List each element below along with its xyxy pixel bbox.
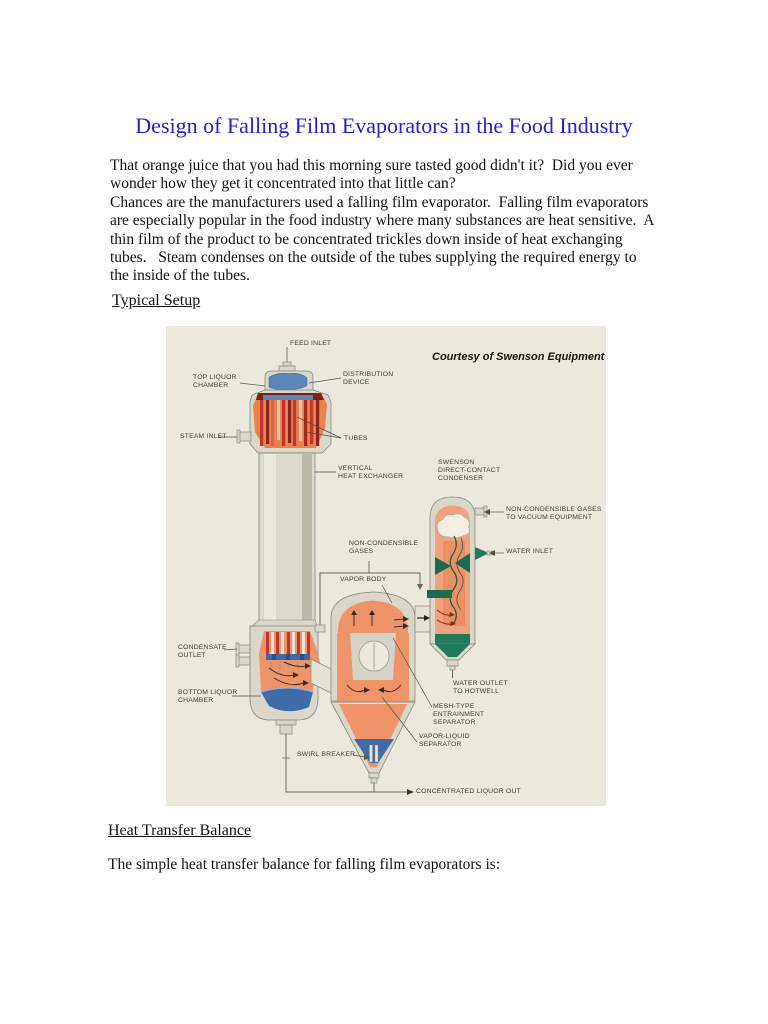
label-vapor-liquid-separator: VAPOR-LIQUID SEPARATOR — [419, 733, 470, 748]
section-heading-typical-setup: Typical Setup — [112, 292, 201, 309]
evaporator-diagram-art — [166, 326, 606, 806]
intro-line: thin film of the product to be concentrated trickles down inside of heat exchanging — [110, 230, 623, 248]
page-title: Design of Falling Film Evaporators in the Food Industry — [135, 113, 633, 138]
label-swirl-breaker: SWIRL BREAKER — [297, 751, 356, 758]
steam-inlet-nozzle — [237, 430, 251, 443]
condenser-duct-art — [415, 606, 430, 632]
figure-credit: Courtesy of Swenson Equipment — [432, 351, 605, 363]
heat-exchanger-column-art — [259, 453, 315, 626]
label-steam-inlet: STEAM INLET — [180, 433, 227, 440]
label-distribution-device: DISTRIBUTION DEVICE — [343, 371, 394, 386]
intro-line: are especially popular in the food industry where many substances are heat sensitive. A — [110, 212, 655, 230]
closing-sentence: The simple heat transfer balance for falling film evaporators is: — [108, 856, 501, 873]
label-nc-gases: NON-CONDENSIBLE GASES — [349, 540, 419, 555]
intro-line: That orange juice that you had this morning sure tasted good didn't it? Did you ever — [110, 157, 633, 174]
label-water-inlet: WATER INLET — [506, 548, 554, 555]
intro-line: tubes. Steam condenses on the outside of the tubes supplying the required energy to — [110, 249, 637, 267]
label-water-outlet-hotwell: WATER OUTLET TO HOTWELL — [453, 680, 508, 695]
label-top-liquor-chamber: TOP LIQUOR CHAMBER — [193, 374, 237, 389]
intro-line: Chances are the manufacturers used a falling film evaporator. Falling film evaporators — [110, 193, 649, 211]
label-condensate-outlet: CONDENSATE OUTLET — [178, 644, 227, 659]
section-heading-heat-transfer-balance: Heat Transfer Balance — [108, 822, 252, 839]
intro-line: the inside of the tubes. — [110, 267, 250, 285]
label-concentrated-liquor-out: CONCENTRATED LIQUOR OUT — [416, 788, 521, 795]
label-mesh-separator: MESH-TYPE ENTRAINMENT SEPARATOR — [433, 703, 485, 726]
label-bottom-liquor-chamber: BOTTOM LIQUOR CHAMBER — [178, 689, 238, 704]
tube-bundle-art — [250, 390, 331, 453]
label-vapor-body: VAPOR BODY — [340, 576, 387, 583]
label-tubes: TUBES — [344, 435, 368, 442]
label-swenson-condenser: SWENSON DIRECT-CONTACT CONDENSER — [438, 459, 501, 482]
label-nc-gases-vacuum: NON-CONDENSIBLE GASES TO VACUUM EQUIPMENT — [506, 506, 602, 521]
evaporator-diagram-figure — [166, 326, 606, 806]
intro-paragraphs — [110, 157, 654, 286]
top-liquor-chamber-art — [265, 371, 313, 392]
intro-line: wonder how they get it concentrated into that little can? — [110, 175, 456, 193]
label-vertical-heat-exchanger: VERTICAL HEAT EXCHANGER — [338, 465, 404, 480]
label-feed-inlet: FEED INLET — [290, 340, 332, 347]
